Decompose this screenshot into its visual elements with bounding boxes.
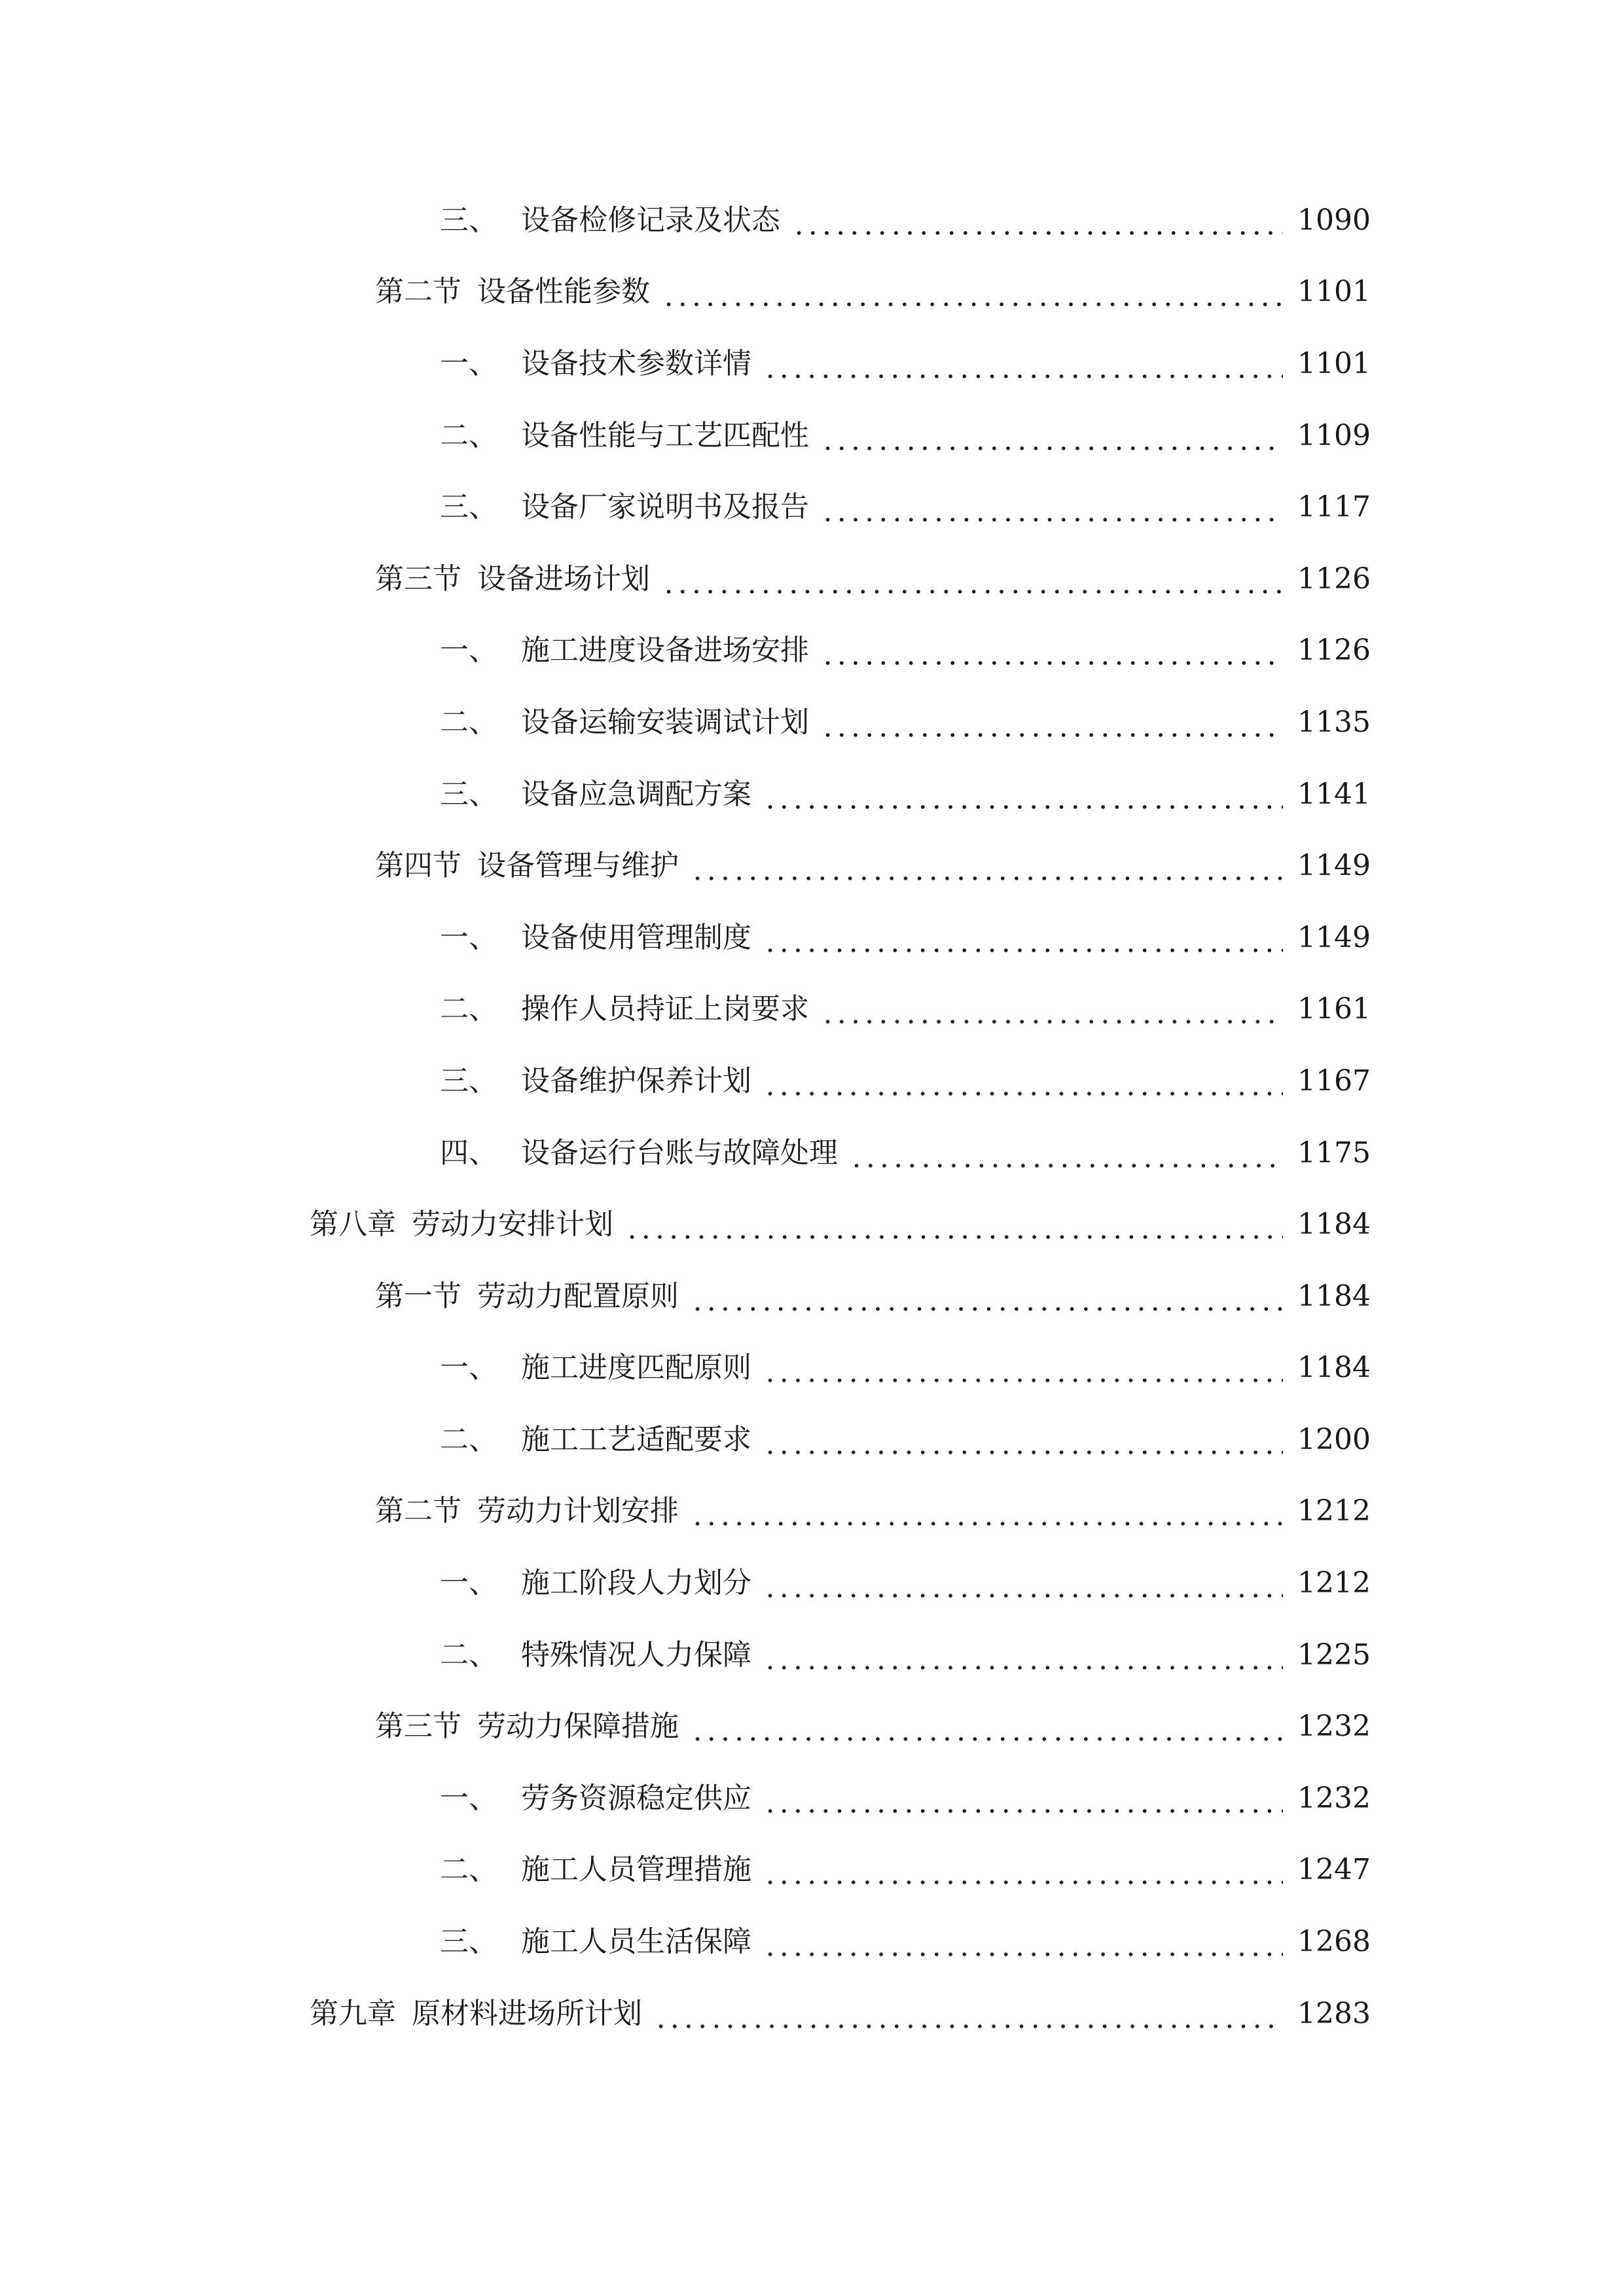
dot-leader xyxy=(763,1922,1283,1962)
toc-entry-title: 施工阶段人力划分 xyxy=(521,1566,751,1600)
dot-leader xyxy=(821,703,1283,742)
toc-entry-page-number: 1126 xyxy=(1297,634,1371,668)
toc-entry-title: 设备技术参数详情 xyxy=(521,346,751,380)
toc-entry-item[interactable] xyxy=(0,974,1624,1046)
toc-entry-number: 第二节 xyxy=(375,1494,461,1528)
toc-entry-item[interactable] xyxy=(0,1763,1624,1835)
toc-entry-title: 设备使用管理制度 xyxy=(521,920,751,954)
toc-entry-title: 设备进场计划 xyxy=(477,562,650,596)
toc-entry-number: 三、 xyxy=(440,1925,497,1959)
toc-entry-section[interactable] xyxy=(0,257,1624,329)
toc-entry-number: 一、 xyxy=(440,1566,497,1600)
toc-entry-title: 设备厂家说明书及报告 xyxy=(521,490,809,524)
toc-entry-number: 三、 xyxy=(440,777,497,811)
toc-entry-section[interactable] xyxy=(0,1691,1624,1763)
toc-entry-number: 第四节 xyxy=(375,849,461,883)
toc-entry-chapter[interactable] xyxy=(0,1978,1624,2050)
toc-entry-item[interactable] xyxy=(0,400,1624,472)
toc-entry-number: 一、 xyxy=(440,920,497,954)
dot-leader xyxy=(763,1348,1283,1388)
toc-entry-title: 劳动力配置原则 xyxy=(477,1279,679,1313)
toc-entry-item[interactable] xyxy=(0,615,1624,687)
dot-leader xyxy=(763,1850,1283,1890)
toc-entry-chapter[interactable] xyxy=(0,1189,1624,1261)
dot-leader xyxy=(763,775,1283,814)
toc-entry-number: 第三节 xyxy=(375,1710,461,1744)
toc-entry-page-number: 1141 xyxy=(1297,777,1371,811)
dot-leader xyxy=(691,1492,1283,1531)
toc-entry-item[interactable] xyxy=(0,759,1624,831)
toc-entry-section[interactable] xyxy=(0,1261,1624,1333)
toc-entry-page-number: 1149 xyxy=(1297,849,1371,883)
toc-entry-number: 第二节 xyxy=(375,275,461,309)
toc-entry-number: 三、 xyxy=(440,203,497,237)
toc-entry-title: 施工人员生活保障 xyxy=(521,1925,751,1959)
toc-entry-title: 劳动力安排计划 xyxy=(412,1208,613,1242)
toc-entry-page-number: 1268 xyxy=(1297,1925,1371,1959)
toc-entry-title: 设备管理与维护 xyxy=(477,849,679,883)
toc-entry-page-number: 1184 xyxy=(1297,1351,1371,1385)
toc-entry-item[interactable] xyxy=(0,185,1624,257)
table-of-contents xyxy=(0,185,1624,2049)
toc-entry-page-number: 1101 xyxy=(1297,275,1371,309)
toc-entry-title: 设备运行台账与故障处理 xyxy=(521,1136,838,1170)
dot-leader xyxy=(662,560,1283,599)
dot-leader xyxy=(821,631,1283,670)
toc-entry-page-number: 1149 xyxy=(1297,920,1371,954)
toc-entry-page-number: 1126 xyxy=(1297,562,1371,596)
toc-entry-page-number: 1283 xyxy=(1297,1996,1371,2030)
dot-leader xyxy=(763,1564,1283,1603)
dot-leader xyxy=(625,1205,1283,1244)
toc-entry-page-number: 1225 xyxy=(1297,1638,1371,1672)
dot-leader xyxy=(763,344,1283,384)
toc-entry-page-number: 1090 xyxy=(1297,203,1371,237)
toc-entry-item[interactable] xyxy=(0,471,1624,543)
toc-entry-page-number: 1175 xyxy=(1297,1136,1371,1170)
dot-leader xyxy=(850,1134,1283,1173)
dot-leader xyxy=(691,1707,1283,1746)
dot-leader xyxy=(821,416,1283,456)
toc-entry-number: 二、 xyxy=(440,1638,497,1672)
toc-entry-page-number: 1232 xyxy=(1297,1710,1371,1744)
toc-entry-item[interactable] xyxy=(0,1117,1624,1189)
toc-entry-number: 四、 xyxy=(440,1136,497,1170)
toc-entry-number: 第八章 xyxy=(310,1208,396,1242)
toc-entry-item[interactable] xyxy=(0,902,1624,974)
toc-entry-title: 设备应急调配方案 xyxy=(521,777,751,811)
dot-leader xyxy=(662,272,1283,312)
dot-leader xyxy=(763,1779,1283,1818)
toc-entry-item[interactable] xyxy=(0,687,1624,759)
dot-leader xyxy=(763,1636,1283,1675)
toc-entry-item[interactable] xyxy=(0,1619,1624,1691)
toc-entry-number: 二、 xyxy=(440,705,497,739)
toc-entry-item[interactable] xyxy=(0,1404,1624,1476)
toc-entry-item[interactable] xyxy=(0,1333,1624,1405)
dot-leader xyxy=(792,201,1283,240)
toc-entry-item[interactable] xyxy=(0,1547,1624,1619)
toc-entry-item[interactable] xyxy=(0,1906,1624,1978)
toc-entry-number: 一、 xyxy=(440,346,497,380)
toc-entry-number: 第一节 xyxy=(375,1279,461,1313)
dot-leader xyxy=(821,488,1283,527)
toc-entry-title: 施工进度设备进场安排 xyxy=(521,634,809,668)
toc-entry-page-number: 1200 xyxy=(1297,1422,1371,1456)
toc-entry-page-number: 1247 xyxy=(1297,1853,1371,1887)
dot-leader xyxy=(763,1420,1283,1460)
toc-entry-page-number: 1135 xyxy=(1297,705,1371,739)
toc-entry-title: 特殊情况人力保障 xyxy=(521,1638,751,1672)
toc-entry-number: 二、 xyxy=(440,418,497,452)
dot-leader xyxy=(763,1062,1283,1101)
toc-entry-title: 操作人员持证上岗要求 xyxy=(521,992,809,1026)
toc-entry-title: 劳动力保障措施 xyxy=(477,1710,679,1744)
toc-entry-number: 二、 xyxy=(440,1853,497,1887)
toc-entry-title: 劳务资源稳定供应 xyxy=(521,1781,751,1815)
toc-entry-page-number: 1117 xyxy=(1297,490,1371,524)
toc-entry-item[interactable] xyxy=(0,1835,1624,1907)
dot-leader xyxy=(691,1277,1283,1316)
dot-leader xyxy=(654,1994,1283,2034)
toc-entry-page-number: 1232 xyxy=(1297,1781,1371,1815)
toc-entry-number: 一、 xyxy=(440,1781,497,1815)
toc-entry-title: 施工人员管理措施 xyxy=(521,1853,751,1887)
toc-entry-page-number: 1101 xyxy=(1297,346,1371,380)
toc-entry-title: 设备维护保养计划 xyxy=(521,1064,751,1098)
toc-entry-title: 劳动力计划安排 xyxy=(477,1494,679,1528)
toc-entry-section[interactable] xyxy=(0,543,1624,615)
toc-entry-number: 二、 xyxy=(440,1422,497,1456)
dot-leader xyxy=(821,990,1283,1029)
toc-entry-title: 设备性能与工艺匹配性 xyxy=(521,418,809,452)
toc-entry-title: 设备性能参数 xyxy=(477,275,650,309)
toc-entry-page-number: 1184 xyxy=(1297,1279,1371,1313)
toc-entry-number: 二、 xyxy=(440,992,497,1026)
toc-entry-item[interactable] xyxy=(0,328,1624,400)
dot-leader xyxy=(691,846,1283,886)
toc-entry-item[interactable] xyxy=(0,1045,1624,1117)
toc-entry-number: 三、 xyxy=(440,490,497,524)
toc-entry-page-number: 1161 xyxy=(1297,992,1371,1026)
toc-entry-page-number: 1167 xyxy=(1297,1064,1371,1098)
toc-entry-page-number: 1109 xyxy=(1297,418,1371,452)
toc-entry-page-number: 1212 xyxy=(1297,1494,1371,1528)
toc-entry-section[interactable] xyxy=(0,830,1624,902)
toc-entry-number: 一、 xyxy=(440,634,497,668)
toc-entry-page-number: 1184 xyxy=(1297,1208,1371,1242)
toc-entry-title: 设备运输安装调试计划 xyxy=(521,705,809,739)
toc-entry-number: 第九章 xyxy=(310,1996,396,2030)
toc-entry-title: 施工进度匹配原则 xyxy=(521,1351,751,1385)
toc-entry-title: 原材料进场所计划 xyxy=(412,1996,642,2030)
toc-entry-title: 设备检修记录及状态 xyxy=(521,203,780,237)
toc-entry-title: 施工工艺适配要求 xyxy=(521,1422,751,1456)
toc-entry-page-number: 1212 xyxy=(1297,1566,1371,1600)
dot-leader xyxy=(763,918,1283,958)
toc-entry-number: 三、 xyxy=(440,1064,497,1098)
toc-entry-section[interactable] xyxy=(0,1476,1624,1548)
toc-entry-number: 第三节 xyxy=(375,562,461,596)
toc-entry-number: 一、 xyxy=(440,1351,497,1385)
